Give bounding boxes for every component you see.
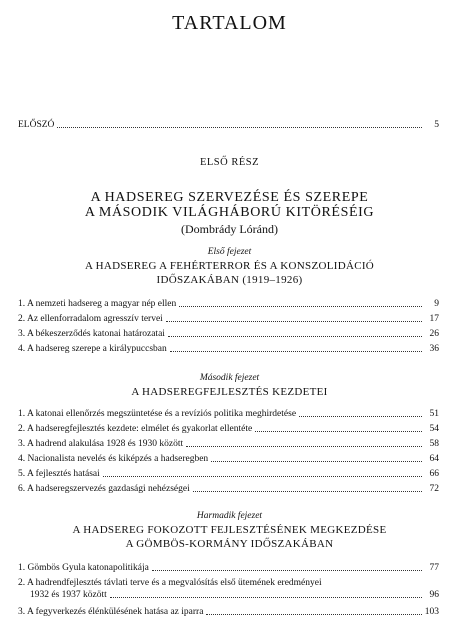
toc-page-number: 77: [429, 563, 439, 573]
page-title: TARTALOM: [172, 12, 287, 34]
chapter-label: Harmadik fejezet: [196, 511, 263, 521]
toc-entry-label: 3. A fegyverkezés élénkülésének hatása az iparra: [18, 607, 204, 617]
toc-entry[interactable]: [18, 438, 439, 450]
leader-dots: [168, 336, 422, 337]
toc-entry-label: 4. Nacionalista nevelés és kiképzés a hadseregben: [18, 454, 209, 464]
part-title-line2: A MÁSODIK VILÁGHÁBORÚ KITÖRÉSÉIG: [84, 205, 375, 220]
leader-dots: [193, 491, 422, 492]
toc-entry-label: 2. A hadseregfejlesztés kezdete: elmélet és gyakorlat ellentéte: [18, 424, 253, 434]
chapter-title-line2: A GÖMBÖS-KORMÁNY IDŐSZAKÁBAN: [125, 538, 334, 550]
toc-entry-label: 2. Az ellenforradalom agresszív tervei: [18, 314, 163, 324]
toc-page-number: 66: [429, 469, 439, 479]
toc-page-number: 9: [434, 299, 439, 309]
toc-entry[interactable]: [18, 562, 439, 574]
toc-entry[interactable]: [18, 343, 439, 355]
leader-dots: [103, 476, 422, 477]
toc-page-number: 103: [424, 607, 439, 617]
toc-entry[interactable]: [18, 408, 439, 420]
chapter-label: Második fejezet: [199, 373, 260, 383]
toc-entry-label: 1. A katonai ellenőrzés megszüntetése és a revíziós politika meghirdetése: [18, 409, 297, 419]
toc-entry[interactable]: [18, 298, 439, 310]
toc-page-number: 58: [429, 439, 439, 449]
toc-page-number: 64: [429, 454, 439, 464]
leader-dots: [166, 321, 422, 322]
toc-entry[interactable]: [18, 328, 439, 340]
toc-entry-label-continued: 1932 és 1937 között: [30, 590, 107, 600]
toc-entry[interactable]: [18, 606, 439, 618]
chapter-title-line2: IDŐSZAKÁBAN (1919–1926): [156, 274, 303, 286]
chapter-title-line1: A HADSEREG FOKOZOTT FEJLESZTÉSÉNEK MEGKEZDÉSE: [72, 524, 387, 536]
toc-entry-label: 4. A hadsereg szerepe a királypuccsban: [18, 344, 167, 354]
leader-dots: [110, 597, 422, 598]
toc-entry-label: 3. A békeszerződés katonai határozatai: [18, 329, 165, 339]
chapter-title-line1: A HADSEREG A FEHÉRTERROR ÉS A KONSZOLIDÁCIÓ: [84, 260, 375, 272]
leader-dots: [170, 351, 422, 352]
toc-entry-label: 2. A hadrendfejlesztés távlati terve és a megvalósítás első ütemének eredményei: [18, 578, 322, 588]
chapter-label: Első fejezet: [207, 247, 252, 257]
leader-dots: [255, 431, 422, 432]
toc-page-number: 17: [429, 314, 439, 324]
toc-entry[interactable]: [18, 468, 439, 480]
toc-entry-label: 5. A fejlesztés hatásai: [18, 469, 100, 479]
toc-entry-label: ELŐSZÓ: [18, 120, 55, 130]
leader-dots: [211, 461, 422, 462]
toc-entry-label: 6. A hadseregszervezés gazdasági nehézségei: [18, 484, 190, 494]
toc-entry-label: 3. A hadrend alakulása 1928 és 1930 között: [18, 439, 184, 449]
toc-entry-label: 1. A nemzeti hadsereg a magyar nép ellen: [18, 299, 177, 309]
toc-page-number: 26: [429, 329, 439, 339]
leader-dots: [57, 127, 422, 128]
toc-page-number: 5: [434, 120, 439, 130]
leader-dots: [299, 416, 422, 417]
toc-page-number: 36: [429, 344, 439, 354]
toc-page-number: 72: [429, 484, 439, 494]
toc-entry[interactable]: [18, 483, 439, 495]
toc-entry[interactable]: [18, 453, 439, 465]
leader-dots: [179, 306, 422, 307]
toc-page-number: 51: [429, 409, 439, 419]
leader-dots: [152, 570, 422, 571]
leader-dots: [186, 446, 422, 447]
part-author: (Dombrády Lóránd): [181, 222, 278, 236]
chapter-title-line1: A HADSEREGFEJLESZTÉS KEZDETEI: [131, 386, 328, 398]
toc-entry-label: 1. Gömbös Gyula katonapolitikája: [18, 563, 149, 573]
toc-page-number: 54: [429, 424, 439, 434]
toc-entry[interactable]: [18, 313, 439, 325]
leader-dots: [206, 614, 421, 615]
part-title-line1: A HADSEREG SZERVEZÉSE ÉS SZEREPE: [90, 190, 369, 205]
toc-entry-wrapped[interactable]: [18, 577, 439, 601]
part-label: ELSŐ RÉSZ: [199, 157, 260, 168]
toc-entry-foreword[interactable]: [18, 119, 439, 131]
toc-page-number: 96: [429, 590, 439, 600]
toc-entry-continuation: [18, 589, 439, 601]
toc-entry[interactable]: [18, 423, 439, 435]
